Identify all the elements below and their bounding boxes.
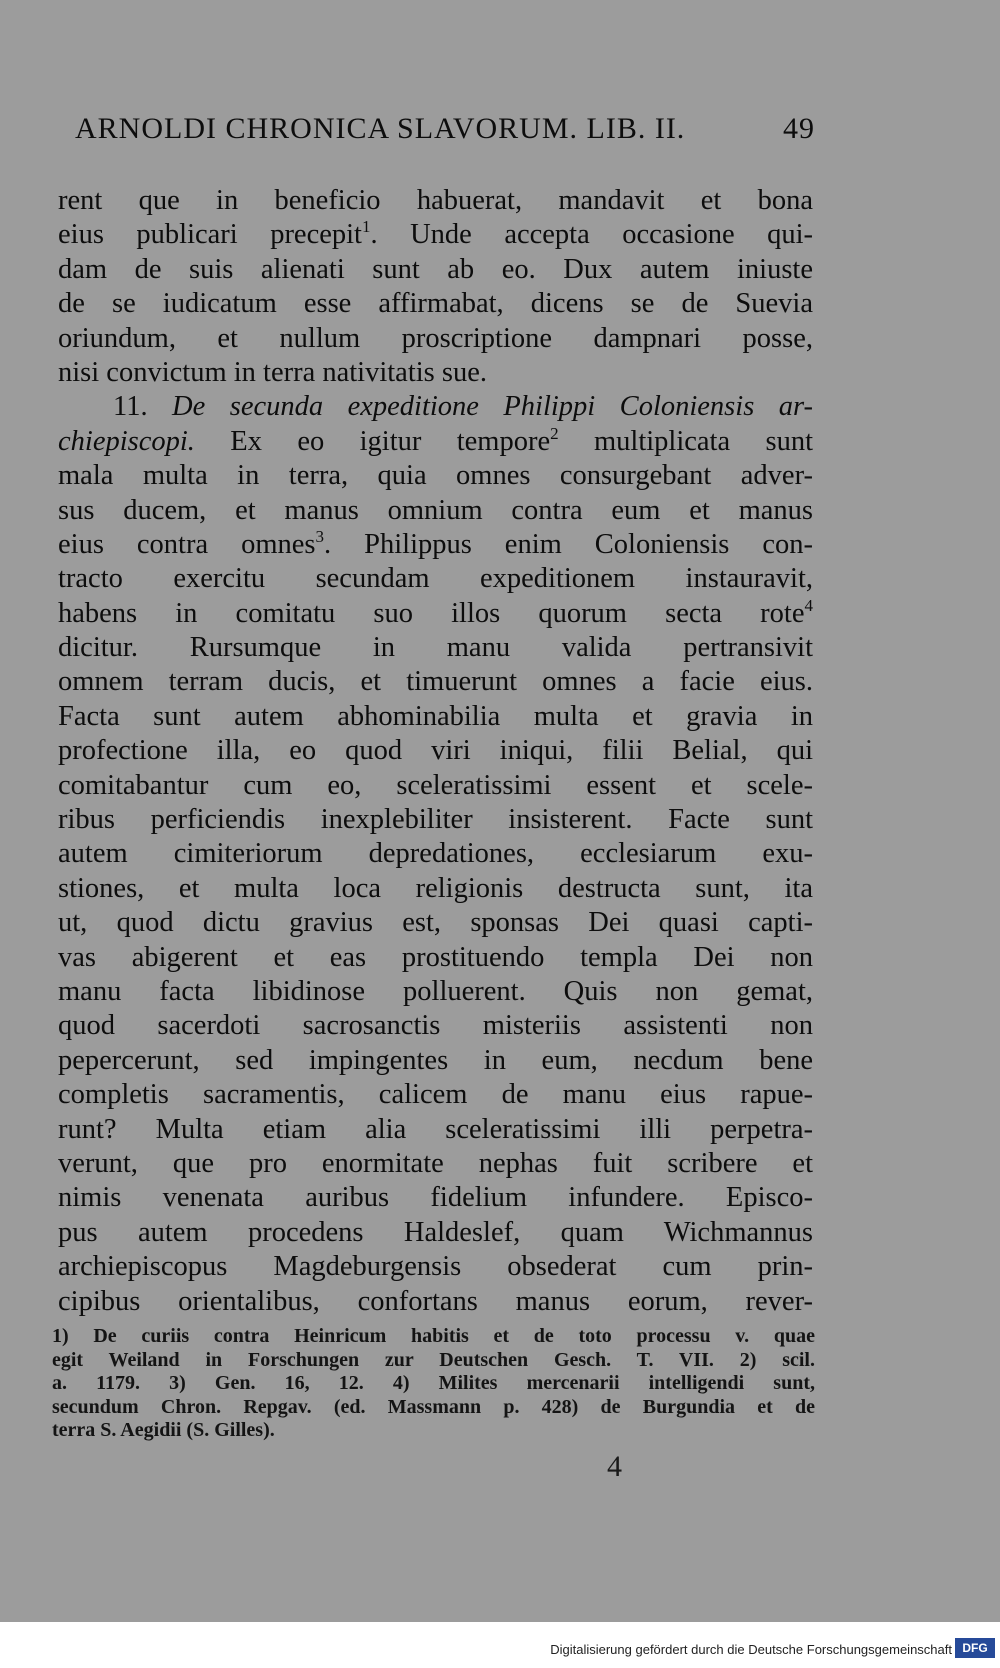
text-line: runt? Multa etiam alia sceleratissimi illi perpetra- — [58, 1113, 813, 1145]
text-line: pus autem procedens Haldeslef, quam Wichmannus — [58, 1216, 813, 1248]
text-line: pepercerunt, sed impingentes in eum, necdum bene — [58, 1044, 813, 1076]
body-text — [58, 184, 813, 1319]
text-line: oriundum, et nullum proscriptione dampnari posse, — [58, 322, 813, 354]
footnote-ref: 4 — [804, 596, 813, 615]
text-line: verunt, que pro enormitate nephas fuit scribere et — [58, 1147, 813, 1179]
footnote-line: 1) De curiis contra Heinricum habitis et de toto processu v. quae — [52, 1325, 815, 1347]
text-line: eius contra omnes$^3$. Philippus enim Coloniensis con- — [58, 527, 813, 560]
text-line: eius publicari precepit$^1$. Unde accepta occasione qui- — [58, 218, 813, 251]
text-line: cipibus orientalibus, confortans manus eorum, rever- — [58, 1285, 813, 1317]
text-line: mala multa in terra, quia omnes consurgebant adver- — [58, 460, 813, 492]
text-line: omnem terram ducis, et timuerunt omnes a facie eius. — [58, 666, 813, 698]
chapter-title: chiepiscopi. — [58, 425, 195, 457]
funding-credit: Digitalisierung gefördert durch die Deutsche Forschungsgemeinschaft — [550, 1642, 952, 1657]
text-line: nimis venenata auribus fidelium infundere. Episco- — [58, 1182, 813, 1214]
text-line: vas abigerent et eas prostituendo templa Dei non — [58, 941, 813, 973]
text-line: ut, quod dictu gravius est, sponsas Dei quasi capti- — [58, 907, 813, 939]
text-line: quod sacerdoti sacrosanctis misteriis assistenti non — [58, 1010, 813, 1042]
footnotes — [52, 1325, 815, 1443]
footnote-line: terra S. Aegidii (S. Gilles). — [52, 1419, 275, 1442]
text-line: manu facta libidinose polluerent. Quis non gemat, — [58, 975, 813, 1007]
footnote-ref: 1 — [361, 218, 371, 237]
text-line: chiepiscopi. Ex eo igitur tempore$^2$ multiplicata sunt — [58, 424, 813, 457]
chapter-heading — [58, 390, 813, 424]
footer-bar — [0, 1622, 1000, 1668]
running-title: ARNOLDI CHRONICA SLAVORUM. LIB. II. — [75, 112, 686, 145]
running-head — [75, 112, 815, 146]
text-line: sus ducem, et manus omnium contra eum et manus — [58, 494, 813, 526]
text-line: comitabantur cum eo, sceleratissimi essent et scele- — [58, 769, 813, 801]
text-line: Facta sunt autem abhominabilia multa et gravia in — [58, 700, 813, 732]
text-line: tracto exercitu secundam expeditionem instauravit, — [58, 563, 813, 595]
text-line: de se iudicatum esse affirmabat, dicens se de Suevia — [58, 288, 813, 320]
text-line: dicitur. Rursumque in manu valida pertransivit — [58, 632, 813, 664]
dfg-logo-icon: DFG — [955, 1638, 995, 1658]
text-line: habens in comitatu suo illos quorum secta rote$^4$ — [58, 596, 813, 629]
footnote-line: a. 1179. 3) Gen. 16, 12. 4) Milites mercenarii intelligendi sunt, — [52, 1372, 815, 1395]
footnote-line: egit Weiland in Forschungen zur Deutschen Gesch. T. VII. 2) scil. — [52, 1348, 815, 1371]
text-line: stiones, et multa loca religionis destructa sunt, ita — [58, 872, 813, 904]
footnote-ref: 2 — [550, 424, 559, 443]
text-line: rent que in beneficio habuerat, mandavit et bona — [58, 185, 813, 216]
text-line: autem cimiteriorum depredationes, ecclesiarum exu- — [58, 838, 813, 870]
chapter-number: 11. — [113, 391, 148, 423]
text-line: completis sacramentis, calicem de manu eius rapue- — [58, 1079, 813, 1111]
text-line: profectione illa, eo quod viri iniqui, filii Belial, qui — [58, 735, 813, 767]
signature-mark: 4 — [607, 1450, 622, 1483]
text-line: nisi convictum in terra nativitatis sue. — [58, 356, 487, 388]
page-number: 49 — [783, 112, 815, 145]
text-line: ribus perficiendis inexplebiliter insisterent. Facte sunt — [58, 804, 813, 836]
footnote-line: secundum Chron. Repgav. (ed. Massmann p. 428) de Burgundia et de — [52, 1395, 815, 1418]
chapter-title: De secunda expeditione Philippi Coloniensis ar- — [172, 391, 813, 423]
text-line: archiepiscopus Magdeburgensis obsederat cum prin- — [58, 1251, 813, 1283]
text-line: dam de suis alienati sunt ab eo. Dux autem iniuste — [58, 253, 813, 285]
footnote-ref: 3 — [315, 527, 325, 546]
